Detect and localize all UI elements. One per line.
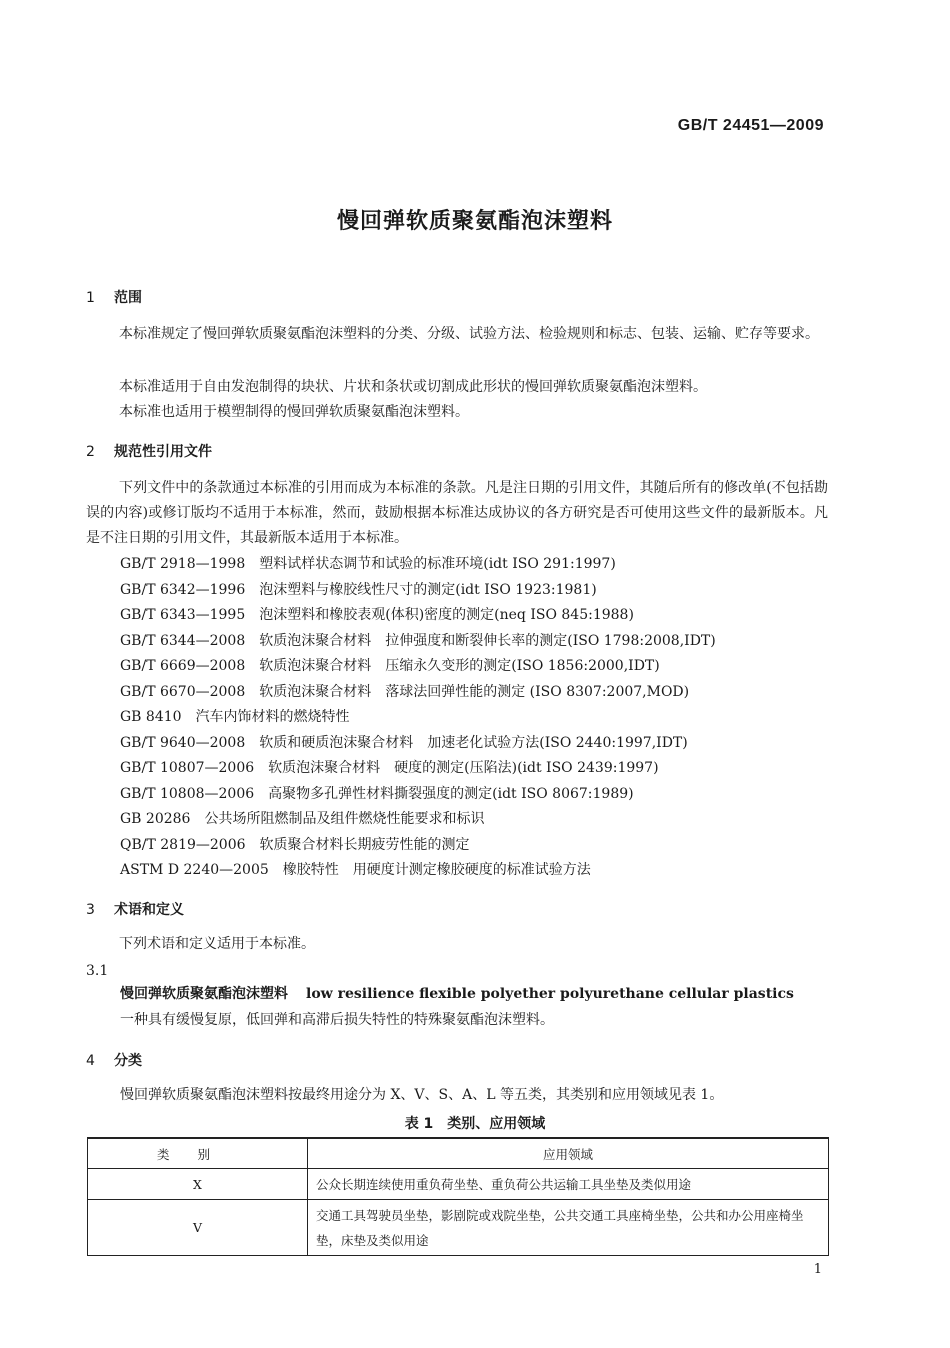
table-cell-application: 公众长期连续使用重负荷坐垫、重负荷公共运输工具坐垫及类似用途 (308, 1169, 829, 1200)
term-en: low resilience flexible polyether polyurethane cellular plastics (306, 986, 794, 1002)
section-1-para-2: 本标准适用于自由发泡制得的块状、片状和条状或切割成此形状的慢回弹软质聚氨酯泡沫塑料。 (119, 379, 707, 395)
reference-code: GB/T 10808—2006 (120, 785, 255, 802)
reference-item (120, 808, 484, 828)
section-4-intro: 慢回弹软质聚氨酯泡沫塑料按最终用途分为 X、V、S、A、L 等五类，其类别和应用领域见表 1。 (120, 1087, 724, 1103)
table-cell-category: V (88, 1200, 308, 1256)
reference-code: GB/T 6342—1996 (120, 581, 246, 598)
reference-code: GB 20286 (120, 811, 191, 827)
reference-item (120, 859, 591, 879)
reference-code: ASTM D 2240—2005 (120, 862, 269, 878)
section-3-intro: 下列术语和定义适用于本标准。 (119, 936, 315, 952)
reference-title: 泡沫塑料和橡胶表观(体积)密度的测定(neq ISO 845:1988) (259, 607, 634, 623)
table-row (88, 1200, 829, 1256)
section-1-para-1: 本标准规定了慢回弹软质聚氨酯泡沫塑料的分类、分级、试验方法、检验规则和标志、包装、运输、贮存等要求。 (119, 326, 819, 342)
reference-title: 软质泡沫聚合材料 压缩永久变形的测定(ISO 1856:2000,IDT) (259, 658, 660, 674)
reference-item (120, 553, 616, 573)
reference-item (120, 655, 660, 675)
reference-item (120, 706, 350, 726)
term-line (120, 983, 794, 1003)
reference-title: 泡沫塑料与橡胶线性尺寸的测定(idt ISO 1923:1981) (259, 581, 597, 598)
reference-title: 软质泡沫聚合材料 拉伸强度和断裂伸长率的测定(ISO 1798:2008,IDT) (259, 632, 716, 649)
term-number: 3.1 (86, 963, 109, 979)
section-1-para-3: 本标准也适用于模塑制得的慢回弹软质聚氨酯泡沫塑料。 (119, 404, 469, 420)
term-zh: 慢回弹软质聚氨酯泡沫塑料 (120, 986, 288, 1002)
term-definition: 一种具有缓慢复原，低回弹和高滞后损失特性的特殊聚氨酯泡沫塑料。 (120, 1012, 554, 1028)
reference-item (120, 834, 470, 854)
reference-code: GB/T 6669—2008 (120, 658, 246, 674)
reference-title: 软质泡沫聚合材料 落球法回弹性能的测定 (ISO 8307:2007,MOD) (259, 683, 690, 700)
reference-code: GB/T 9640—2008 (120, 734, 246, 751)
standard-number: GB/T 24451—2009 (677, 117, 824, 134)
table-header-row (88, 1138, 829, 1169)
section-2-heading: 2 规范性引用文件 (86, 444, 212, 460)
section-4-heading: 4 分类 (86, 1053, 142, 1069)
table-cell-category: X (88, 1169, 308, 1200)
reference-item (120, 681, 689, 701)
reference-code: QB/T 2819—2006 (120, 836, 246, 853)
reference-title: 软质聚合材料长期疲劳性能的测定 (259, 836, 470, 853)
reference-title: 软质和硬质泡沫聚合材料 加速老化试验方法(ISO 2440:1997,IDT) (259, 734, 688, 751)
section-2-intro: 下列文件中的条款通过本标准的引用而成为本标准的条款。凡是注日期的引用文件，其随后所有的修改单(不包括勘误的内容)或修订版均不适用于本标准，然而，鼓励根据本标准达成协议的各方研究是否可使用这些文件的最新版本。凡是不注日期的引用文件，其最新版本适用于本标准。 (86, 480, 828, 546)
reference-item (120, 783, 634, 803)
document-title: 慢回弹软质聚氨酯泡沫塑料 (336, 209, 613, 234)
page-number: 1 (813, 1262, 822, 1277)
reference-title: 软质泡沫聚合材料 硬度的测定(压陷法)(idt ISO 2439:1997) (268, 760, 659, 776)
section-1-heading: 1 范围 (86, 290, 142, 306)
table-cell-application: 交通工具驾驶员坐垫，影剧院或戏院坐垫，公共交通工具座椅坐垫，公共和办公用座椅坐垫，床垫及类似用途 (308, 1200, 829, 1256)
reference-code: GB/T 6343—1995 (120, 607, 246, 623)
reference-code: GB/T 2918—1998 (120, 556, 246, 572)
table-1 (87, 1137, 829, 1256)
reference-title: 塑料试样状态调节和试验的标准环境(idt ISO 291:1997) (259, 556, 616, 572)
reference-code: GB/T 6344—2008 (120, 632, 246, 649)
reference-title: 高聚物多孔弹性材料撕裂强度的测定(idt ISO 8067:1989) (268, 785, 634, 802)
reference-code: GB 8410 (120, 709, 182, 725)
reference-code: GB/T 10807—2006 (120, 760, 255, 776)
reference-item (120, 604, 634, 624)
reference-code: GB/T 6670—2008 (120, 683, 246, 700)
reference-title: 公共场所阻燃制品及组件燃烧性能要求和标识 (204, 811, 485, 827)
reference-title: 汽车内饰材料的燃烧特性 (195, 709, 350, 725)
table-1-caption: 表 1 类别、应用领域 (404, 1116, 546, 1132)
reference-item (120, 579, 597, 599)
section-3-heading: 3 术语和定义 (86, 902, 184, 918)
col-header-category: 类别 (88, 1138, 308, 1169)
reference-title: 橡胶特性 用硬度计测定橡胶硬度的标准试验方法 (282, 862, 591, 878)
table-row (88, 1169, 829, 1200)
reference-item (120, 630, 716, 650)
col-header-application: 应用领域 (308, 1138, 829, 1169)
reference-item (120, 757, 659, 777)
reference-item (120, 732, 688, 752)
